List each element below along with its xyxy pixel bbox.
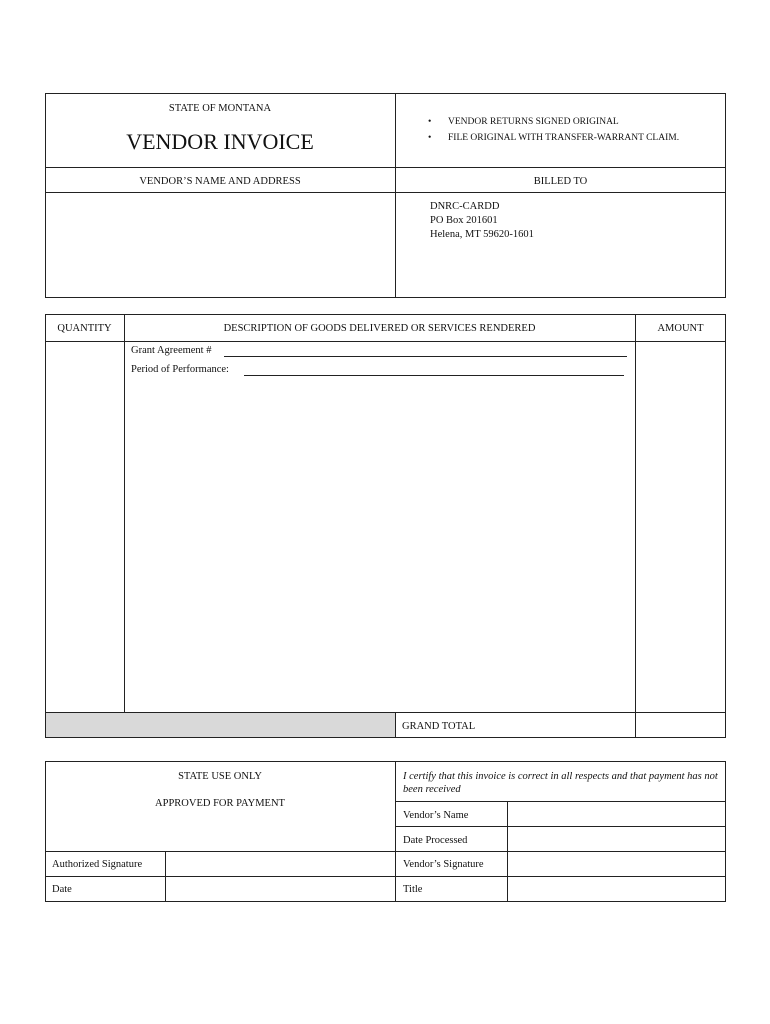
billed-to-heading: BILLED TO [533,176,588,187]
quantity-col-divider [124,314,125,712]
date-processed-field[interactable] [508,827,725,851]
items-header-divider [45,341,726,342]
billed-to-line-2: PO Box 201601 [430,215,498,226]
billed-to-line-1: DNRC-CARDD [430,201,500,212]
state-use-only-heading: STATE USE ONLY [178,771,262,782]
grand-total-amount-field[interactable] [636,713,725,737]
date-label: Date [52,884,72,895]
authorized-signature-label: Authorized Signature [52,859,143,870]
description-header: DESCRIPTION OF GOODS DELIVERED OR SERVICES RENDERED [223,323,536,334]
title-label: Title [403,884,423,895]
date-field[interactable] [166,877,394,901]
vendor-name-field[interactable] [508,802,725,826]
instruction-2: • FILE ORIGINAL WITH TRANSFER-WARRANT CLAIM. [448,133,679,143]
amount-field[interactable] [636,342,725,711]
quantity-header: QUANTITY [57,323,112,334]
state-label: STATE OF MONTANA [168,103,272,114]
grand-total-shaded-area [46,713,395,737]
vendor-signature-field[interactable] [508,852,725,876]
vendor-address-field[interactable] [46,193,394,297]
amount-header: AMOUNT [657,323,704,334]
date-processed-label: Date Processed [403,835,468,846]
grand-total-label: GRAND TOTAL [402,721,476,732]
period-of-performance-label: Period of Performance: [131,364,229,375]
certification-text: I certify that this invoice is correct in all respects and that payment has not been received [403,771,718,795]
approved-for-payment-label: APPROVED FOR PAYMENT [155,798,285,809]
description-field[interactable] [126,382,633,710]
total-left-divider [395,712,396,738]
grant-agreement-field[interactable] [224,356,627,357]
grant-agreement-label: Grant Agreement # [131,345,212,356]
header-divider-1 [45,167,726,168]
vendor-name-address-heading: VENDOR’S NAME AND ADDRESS [139,176,301,187]
state-use-divider-vertical [395,761,396,902]
header-divider-vertical [395,93,396,298]
quantity-field[interactable] [46,342,123,711]
instruction-1: • VENDOR RETURNS SIGNED ORIGINAL [448,117,619,127]
title-field[interactable] [508,877,725,901]
billed-to-line-3: Helena, MT 59620-1601 [430,229,534,240]
vendor-name-label: Vendor’s Name [403,810,469,821]
authorized-signature-field[interactable] [166,852,394,876]
form-title: VENDOR INVOICE [126,129,314,154]
period-of-performance-field[interactable] [244,375,624,376]
vendor-signature-label: Vendor’s Signature [403,859,484,870]
